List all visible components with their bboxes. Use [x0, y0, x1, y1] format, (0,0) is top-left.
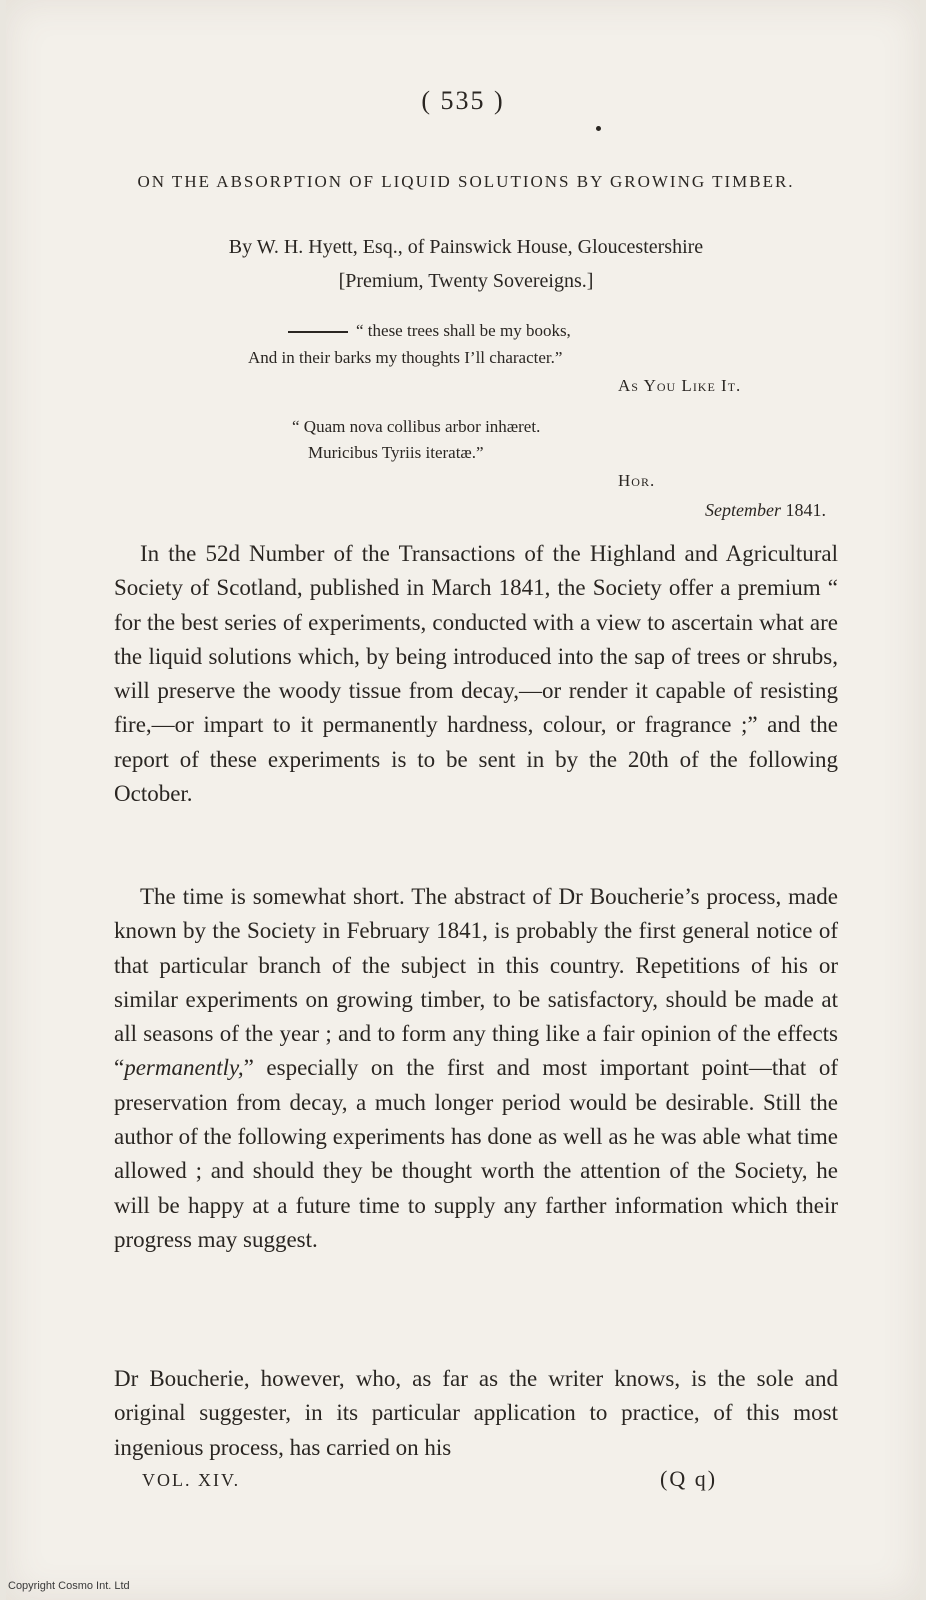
premium-note: [Premium, Twenty Sovereigns.]: [338, 270, 594, 292]
epigraph-1-line-1: “ these trees shall be my books,: [288, 318, 571, 344]
epigraph-2-attribution: Hor.: [618, 471, 656, 490]
article-title: ON THE ABSORPTION OF LIQUID SOLUTIONS BY GROWING TIMBER.: [137, 172, 795, 191]
copyright-notice: Copyright Cosmo Int. Ltd: [8, 1580, 130, 1592]
paragraph-2: The time is somewhat short. The abstract of Dr Boucherie’s process, made known by the Society in February 1841, is probably the first general notice of that particular branch of the subject in this country. Repetitions of his or similar experiments on growing timber, to be satisfactory, should be made at all seasons of the year ; and to form any thing like a fair opinion of the effects “permanently,” especially on the first and most important point—that of preservation from decay, a much longer period would be desirable. Still the author of the following experiments has done as well as he was able what time allowed ; and should they be thought worth the attention of the Society, he will be happy at a future time to supply any farther information which their progress may suggest.: [114, 884, 838, 1252]
em-dash-rule: [288, 331, 348, 333]
author-byline: By W. H. Hyett, Esq., of Painswick House, Gloucestershire: [228, 236, 704, 258]
paragraph-3: Dr Boucherie, however, who, as far as the writer knows, is the sole and original suggester, in its particular application to practice, of this most ingenious process, has carried on his: [114, 1366, 838, 1460]
date-month: September: [705, 500, 781, 520]
essay-date: [606, 500, 826, 521]
epigraph-2-line-1: “ Quam nova collibus arbor inhæret.: [292, 417, 541, 436]
document-page: [6, 0, 920, 1600]
ink-speck: [596, 126, 601, 131]
signature-mark: (Q q): [660, 1466, 718, 1491]
emphasis-permanently: permanently,: [124, 1055, 244, 1081]
paragraph-1: In the 52d Number of the Transactions of the Highland and Agricultural Society of Scotland, published in March 1841, the Society offer a premium “ for the best series of experiments, conducted with a view to ascertain what are the liquid solutions which, by being introduced into the sap of trees or shrubs, will preserve the woody tissue from decay,—or render it capable of resisting fire,—or impart to it permanently hardness, colour, or fragrance ;” and the report of these experiments is to be sent in by the 20th of the following October.: [114, 541, 838, 807]
volume-label: VOL. XIV.: [142, 1470, 241, 1490]
date-year: 1841.: [785, 500, 826, 520]
epigraph-2-line-2: Muricibus Tyriis iteratæ.”: [308, 443, 484, 462]
epigraph-1-attribution: As You Like It.: [618, 376, 742, 395]
page-number: ( 535 ): [421, 86, 505, 115]
epigraph-1-line-2: And in their barks my thoughts I’ll character.”: [248, 348, 563, 367]
